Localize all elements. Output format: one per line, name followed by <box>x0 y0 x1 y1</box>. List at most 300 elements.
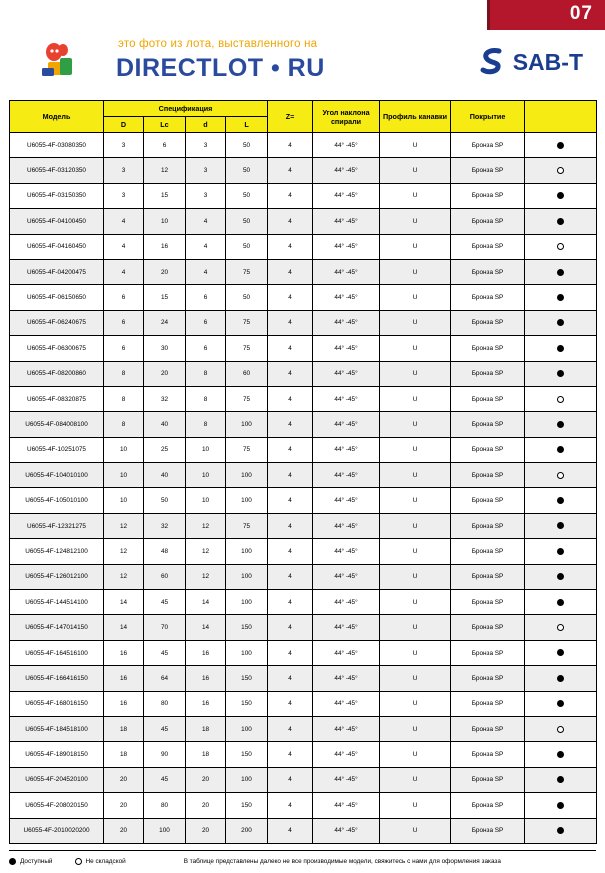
cell-lc: 64 <box>144 666 186 691</box>
page-footer <box>9 858 596 865</box>
cell-lc: 40 <box>144 463 186 488</box>
cell-d-big: 4 <box>104 209 144 234</box>
cell-helix: 44° -45° <box>313 285 380 310</box>
open-dot-icon <box>557 243 564 250</box>
col-header-coating: Покрытие <box>451 101 525 133</box>
cell-l: 75 <box>226 513 268 538</box>
cell-d-small: 14 <box>186 615 226 640</box>
filled-dot-icon <box>557 573 564 580</box>
filled-dot-icon <box>557 497 564 504</box>
cell-l: 100 <box>226 767 268 792</box>
cell-z: 4 <box>268 590 313 615</box>
cell-l: 50 <box>226 133 268 158</box>
open-dot-icon <box>557 396 564 403</box>
cell-d-big: 10 <box>104 437 144 462</box>
cell-d-big: 14 <box>104 615 144 640</box>
cell-stock <box>525 640 597 665</box>
cell-model: U6055-4F-144514100 <box>10 590 104 615</box>
cell-stock <box>525 590 597 615</box>
cell-z: 4 <box>268 259 313 284</box>
filled-dot-icon <box>557 269 564 276</box>
cell-helix: 44° -45° <box>313 666 380 691</box>
cell-coating: Бронза SP <box>451 209 525 234</box>
cell-model: U6055-4F-03080350 <box>10 133 104 158</box>
cell-d-big: 4 <box>104 259 144 284</box>
table-row <box>10 259 597 284</box>
col-header-model: Модель <box>10 101 104 133</box>
table-row <box>10 742 597 767</box>
col-header-l: L <box>226 117 268 133</box>
cell-stock <box>525 564 597 589</box>
cell-model: U6055-4F-03150350 <box>10 183 104 208</box>
cell-l: 100 <box>226 488 268 513</box>
cell-flute: U <box>380 513 451 538</box>
cell-z: 4 <box>268 158 313 183</box>
filled-dot-icon <box>557 370 564 377</box>
cell-coating: Бронза SP <box>451 437 525 462</box>
filled-dot-icon <box>9 858 16 865</box>
cell-d-big: 14 <box>104 590 144 615</box>
cell-d-small: 4 <box>186 209 226 234</box>
cell-lc: 16 <box>144 234 186 259</box>
cell-model: U6055-4F-147014150 <box>10 615 104 640</box>
cell-helix: 44° -45° <box>313 336 380 361</box>
table-row <box>10 666 597 691</box>
cell-flute: U <box>380 793 451 818</box>
cell-lc: 100 <box>144 818 186 843</box>
cell-flute: U <box>380 742 451 767</box>
cell-model: U6055-4F-184518100 <box>10 716 104 741</box>
cell-stock <box>525 463 597 488</box>
cell-helix: 44° -45° <box>313 615 380 640</box>
cell-model: U6055-4F-06240675 <box>10 310 104 335</box>
cell-model: U6055-4F-189018150 <box>10 742 104 767</box>
cell-z: 4 <box>268 386 313 411</box>
cell-flute: U <box>380 234 451 259</box>
cell-z: 4 <box>268 539 313 564</box>
cell-flute: U <box>380 818 451 843</box>
cell-lc: 20 <box>144 259 186 284</box>
filled-dot-icon <box>557 522 564 529</box>
cell-model: U6055-4F-06150650 <box>10 285 104 310</box>
cell-l: 100 <box>226 590 268 615</box>
cell-d-big: 10 <box>104 488 144 513</box>
table-row <box>10 615 597 640</box>
cell-helix: 44° -45° <box>313 742 380 767</box>
cell-d-small: 3 <box>186 158 226 183</box>
cell-d-small: 16 <box>186 691 226 716</box>
cell-d-small: 10 <box>186 463 226 488</box>
filled-dot-icon <box>557 319 564 326</box>
cell-d-big: 8 <box>104 412 144 437</box>
cell-coating: Бронза SP <box>451 412 525 437</box>
cell-d-small: 20 <box>186 793 226 818</box>
cell-d-big: 12 <box>104 513 144 538</box>
cell-z: 4 <box>268 437 313 462</box>
cell-flute: U <box>380 590 451 615</box>
cell-d-big: 12 <box>104 564 144 589</box>
cell-d-big: 12 <box>104 539 144 564</box>
cell-lc: 80 <box>144 793 186 818</box>
cell-z: 4 <box>268 336 313 361</box>
table-row <box>10 640 597 665</box>
cell-flute: U <box>380 767 451 792</box>
cell-z: 4 <box>268 234 313 259</box>
cell-l: 200 <box>226 818 268 843</box>
cell-helix: 44° -45° <box>313 412 380 437</box>
cell-d-small: 4 <box>186 234 226 259</box>
cell-helix: 44° -45° <box>313 590 380 615</box>
cell-flute: U <box>380 463 451 488</box>
cell-helix: 44° -45° <box>313 259 380 284</box>
cell-d-small: 16 <box>186 666 226 691</box>
cell-flute: U <box>380 615 451 640</box>
col-header-z: Z= <box>268 101 313 133</box>
cell-lc: 15 <box>144 285 186 310</box>
cell-lc: 24 <box>144 310 186 335</box>
cell-model: U6055-4F-08200860 <box>10 361 104 386</box>
cell-l: 150 <box>226 691 268 716</box>
cell-model: U6055-4F-164516100 <box>10 640 104 665</box>
cell-lc: 32 <box>144 386 186 411</box>
cell-l: 150 <box>226 742 268 767</box>
table-row <box>10 818 597 843</box>
table-row <box>10 361 597 386</box>
filled-dot-icon <box>557 218 564 225</box>
cell-z: 4 <box>268 742 313 767</box>
filled-dot-icon <box>557 294 564 301</box>
cell-lc: 50 <box>144 488 186 513</box>
cell-d-big: 18 <box>104 716 144 741</box>
promo-site-name: DIRECTLOT • RU <box>116 54 325 82</box>
table-head <box>10 101 597 133</box>
cell-model: U6055-4F-168016150 <box>10 691 104 716</box>
cell-l: 75 <box>226 310 268 335</box>
cell-stock <box>525 310 597 335</box>
filled-dot-icon <box>557 446 564 453</box>
cell-d-small: 16 <box>186 640 226 665</box>
cell-d-small: 14 <box>186 590 226 615</box>
cell-d-big: 4 <box>104 234 144 259</box>
product-spec-table-wrap <box>9 100 596 844</box>
open-dot-icon <box>75 858 82 865</box>
cell-flute: U <box>380 437 451 462</box>
cell-stock <box>525 412 597 437</box>
sab-t-glyph-icon <box>479 48 505 76</box>
cell-coating: Бронза SP <box>451 158 525 183</box>
cell-flute: U <box>380 285 451 310</box>
cell-d-small: 12 <box>186 539 226 564</box>
table-head-row-1 <box>10 101 597 117</box>
cell-z: 4 <box>268 310 313 335</box>
cell-z: 4 <box>268 513 313 538</box>
cell-coating: Бронза SP <box>451 336 525 361</box>
cell-helix: 44° -45° <box>313 513 380 538</box>
cell-lc: 45 <box>144 590 186 615</box>
filled-dot-icon <box>557 548 564 555</box>
cell-flute: U <box>380 361 451 386</box>
table-row <box>10 564 597 589</box>
cell-lc: 70 <box>144 615 186 640</box>
cell-helix: 44° -45° <box>313 437 380 462</box>
filled-dot-icon <box>557 802 564 809</box>
col-header-d-big: D <box>104 117 144 133</box>
cell-d-small: 20 <box>186 767 226 792</box>
cell-l: 100 <box>226 412 268 437</box>
cell-d-big: 8 <box>104 386 144 411</box>
brand-name-label: SAB-T <box>512 48 583 75</box>
cell-helix: 44° -45° <box>313 386 380 411</box>
cell-z: 4 <box>268 716 313 741</box>
cell-l: 60 <box>226 361 268 386</box>
col-header-d-small: d <box>186 117 226 133</box>
col-header-spec-group: Спецификация <box>104 101 268 117</box>
cell-coating: Бронза SP <box>451 285 525 310</box>
cell-d-small: 3 <box>186 133 226 158</box>
cell-model: U6055-4F-208020150 <box>10 793 104 818</box>
cell-d-big: 3 <box>104 183 144 208</box>
cell-d-small: 18 <box>186 716 226 741</box>
table-row <box>10 539 597 564</box>
cell-lc: 6 <box>144 133 186 158</box>
directlot-mascot-icon <box>38 38 84 84</box>
cell-coating: Бронза SP <box>451 818 525 843</box>
filled-dot-icon <box>557 421 564 428</box>
cell-helix: 44° -45° <box>313 793 380 818</box>
table-row <box>10 463 597 488</box>
cell-l: 150 <box>226 615 268 640</box>
filled-dot-icon <box>557 649 564 656</box>
cell-model: U6055-4F-105010100 <box>10 488 104 513</box>
cell-model: U6055-4F-03120350 <box>10 158 104 183</box>
cell-helix: 44° -45° <box>313 361 380 386</box>
cell-d-small: 8 <box>186 361 226 386</box>
cell-d-big: 3 <box>104 133 144 158</box>
cell-l: 150 <box>226 793 268 818</box>
cell-z: 4 <box>268 818 313 843</box>
filled-dot-icon <box>557 142 564 149</box>
cell-d-small: 3 <box>186 183 226 208</box>
table-row <box>10 133 597 158</box>
cell-d-big: 20 <box>104 793 144 818</box>
cell-d-big: 3 <box>104 158 144 183</box>
cell-lc: 30 <box>144 336 186 361</box>
cell-d-big: 6 <box>104 336 144 361</box>
cell-l: 100 <box>226 564 268 589</box>
cell-stock <box>525 666 597 691</box>
cell-lc: 40 <box>144 412 186 437</box>
cell-coating: Бронза SP <box>451 590 525 615</box>
cell-flute: U <box>380 158 451 183</box>
cell-coating: Бронза SP <box>451 361 525 386</box>
filled-dot-icon <box>557 345 564 352</box>
cell-d-small: 20 <box>186 818 226 843</box>
cell-l: 50 <box>226 183 268 208</box>
cell-lc: 45 <box>144 767 186 792</box>
cell-flute: U <box>380 640 451 665</box>
cell-d-small: 4 <box>186 259 226 284</box>
cell-d-small: 18 <box>186 742 226 767</box>
cell-stock <box>525 513 597 538</box>
cell-coating: Бронза SP <box>451 742 525 767</box>
table-row <box>10 437 597 462</box>
cell-d-small: 6 <box>186 285 226 310</box>
cell-d-small: 10 <box>186 437 226 462</box>
cell-z: 4 <box>268 463 313 488</box>
cell-l: 50 <box>226 158 268 183</box>
table-body <box>10 133 597 844</box>
cell-helix: 44° -45° <box>313 234 380 259</box>
cell-lc: 45 <box>144 640 186 665</box>
cell-l: 50 <box>226 234 268 259</box>
cell-l: 100 <box>226 716 268 741</box>
cell-helix: 44° -45° <box>313 691 380 716</box>
table-row <box>10 310 597 335</box>
cell-l: 100 <box>226 463 268 488</box>
table-row <box>10 488 597 513</box>
cell-z: 4 <box>268 564 313 589</box>
cell-d-big: 16 <box>104 691 144 716</box>
open-dot-icon <box>557 167 564 174</box>
cell-lc: 20 <box>144 361 186 386</box>
cell-model: U6055-4F-06300675 <box>10 336 104 361</box>
filled-dot-icon <box>557 827 564 834</box>
cell-l: 75 <box>226 437 268 462</box>
table-row <box>10 513 597 538</box>
cell-lc: 90 <box>144 742 186 767</box>
cell-lc: 15 <box>144 183 186 208</box>
legend-available-label: Доступный <box>20 858 53 865</box>
legend-available <box>9 858 53 865</box>
cell-stock <box>525 336 597 361</box>
cell-coating: Бронза SP <box>451 640 525 665</box>
cell-l: 100 <box>226 640 268 665</box>
table-row <box>10 158 597 183</box>
cell-coating: Бронза SP <box>451 691 525 716</box>
cell-stock <box>525 285 597 310</box>
cell-coating: Бронза SP <box>451 310 525 335</box>
cell-model: U6055-4F-104010100 <box>10 463 104 488</box>
cell-helix: 44° -45° <box>313 716 380 741</box>
cell-stock <box>525 133 597 158</box>
cell-stock <box>525 437 597 462</box>
cell-stock <box>525 234 597 259</box>
cell-lc: 32 <box>144 513 186 538</box>
cell-helix: 44° -45° <box>313 463 380 488</box>
cell-d-big: 20 <box>104 818 144 843</box>
cell-flute: U <box>380 336 451 361</box>
page-number-badge: 07 <box>487 0 605 30</box>
cell-d-small: 8 <box>186 386 226 411</box>
cell-helix: 44° -45° <box>313 818 380 843</box>
cell-flute: U <box>380 310 451 335</box>
table-row <box>10 767 597 792</box>
cell-lc: 48 <box>144 539 186 564</box>
cell-l: 75 <box>226 336 268 361</box>
col-header-flute: Профиль канавки <box>380 101 451 133</box>
footer-note: В таблице представлены далеко не все производимые модели, свяжитесь с нами для оформления заказа <box>183 858 501 865</box>
col-header-stock <box>525 101 597 133</box>
cell-stock <box>525 818 597 843</box>
cell-d-big: 6 <box>104 310 144 335</box>
table-row <box>10 590 597 615</box>
cell-stock <box>525 767 597 792</box>
filled-dot-icon <box>557 192 564 199</box>
cell-d-small: 12 <box>186 513 226 538</box>
cell-d-big: 10 <box>104 463 144 488</box>
cell-helix: 44° -45° <box>313 539 380 564</box>
cell-model: U6055-4F-12321275 <box>10 513 104 538</box>
cell-stock <box>525 386 597 411</box>
footer-divider <box>9 850 596 851</box>
cell-d-big: 8 <box>104 361 144 386</box>
cell-d-big: 16 <box>104 666 144 691</box>
cell-flute: U <box>380 666 451 691</box>
cell-l: 50 <box>226 285 268 310</box>
cell-z: 4 <box>268 793 313 818</box>
cell-flute: U <box>380 691 451 716</box>
cell-coating: Бронза SP <box>451 666 525 691</box>
cell-z: 4 <box>268 412 313 437</box>
cell-z: 4 <box>268 209 313 234</box>
cell-lc: 12 <box>144 158 186 183</box>
cell-coating: Бронза SP <box>451 133 525 158</box>
cell-helix: 44° -45° <box>313 183 380 208</box>
cell-stock <box>525 793 597 818</box>
cell-d-small: 12 <box>186 564 226 589</box>
cell-z: 4 <box>268 615 313 640</box>
cell-l: 75 <box>226 386 268 411</box>
cell-lc: 25 <box>144 437 186 462</box>
cell-flute: U <box>380 133 451 158</box>
cell-z: 4 <box>268 767 313 792</box>
cell-flute: U <box>380 209 451 234</box>
legend-unavailable-label: Не складской <box>85 858 126 865</box>
cell-d-small: 6 <box>186 336 226 361</box>
open-dot-icon <box>557 624 564 631</box>
table-row <box>10 183 597 208</box>
col-header-helix: Угол наклона спирали <box>313 101 380 133</box>
cell-model: U6055-4F-04200475 <box>10 259 104 284</box>
cell-model: U6055-4F-08320875 <box>10 386 104 411</box>
cell-coating: Бронза SP <box>451 513 525 538</box>
cell-z: 4 <box>268 285 313 310</box>
table-row <box>10 793 597 818</box>
cell-helix: 44° -45° <box>313 488 380 513</box>
cell-z: 4 <box>268 640 313 665</box>
cell-d-big: 6 <box>104 285 144 310</box>
cell-helix: 44° -45° <box>313 209 380 234</box>
cell-model: U6055-4F-126012100 <box>10 564 104 589</box>
cell-z: 4 <box>268 488 313 513</box>
product-spec-table <box>9 100 597 844</box>
cell-coating: Бронза SP <box>451 793 525 818</box>
cell-z: 4 <box>268 133 313 158</box>
cell-model: U6055-4F-084008100 <box>10 412 104 437</box>
cell-coating: Бронза SP <box>451 488 525 513</box>
cell-helix: 44° -45° <box>313 640 380 665</box>
cell-stock <box>525 259 597 284</box>
cell-stock <box>525 209 597 234</box>
open-dot-icon <box>557 726 564 733</box>
cell-flute: U <box>380 412 451 437</box>
cell-helix: 44° -45° <box>313 310 380 335</box>
cell-z: 4 <box>268 361 313 386</box>
cell-coating: Бронза SP <box>451 234 525 259</box>
cell-model: U6055-4F-04160450 <box>10 234 104 259</box>
cell-coating: Бронза SP <box>451 767 525 792</box>
cell-model: U6055-4F-124812100 <box>10 539 104 564</box>
